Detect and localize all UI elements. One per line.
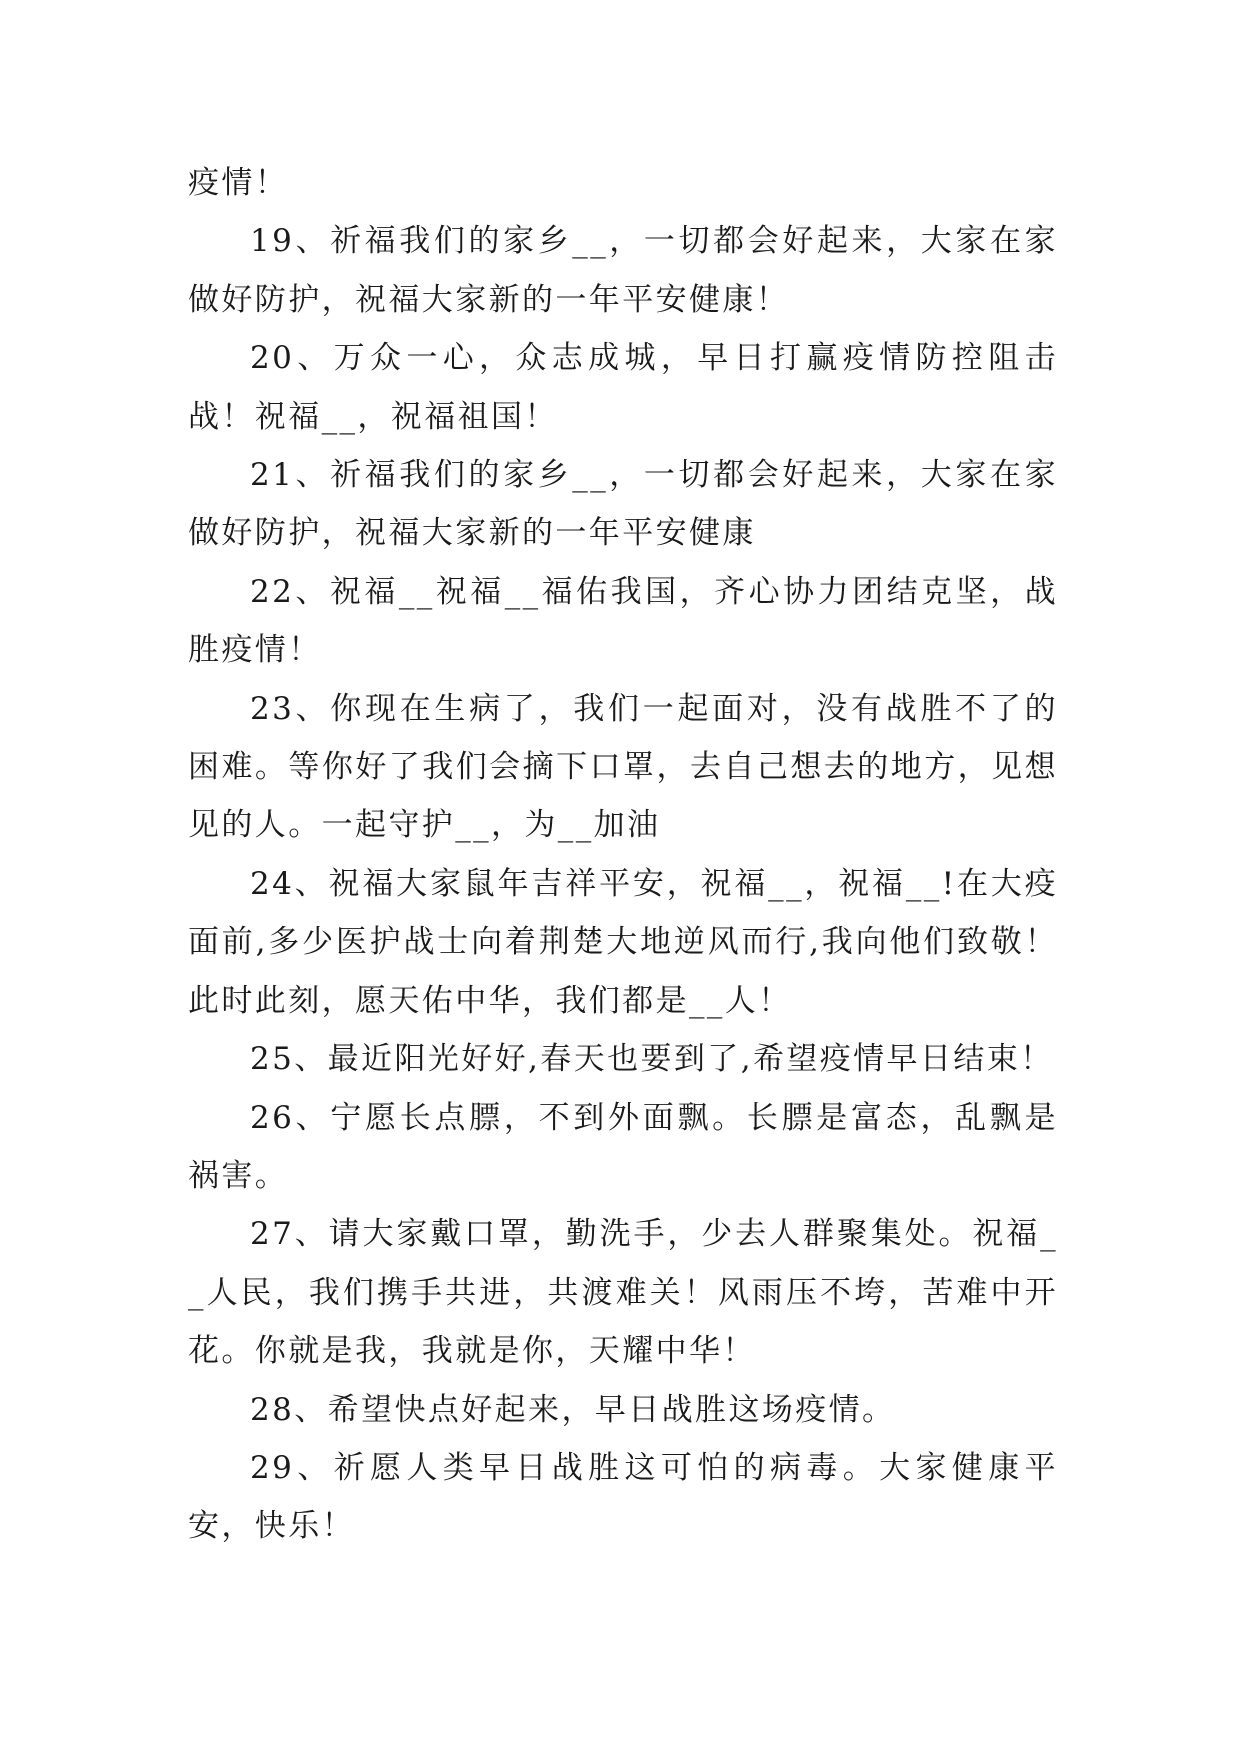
paragraph: 28、希望快点好起来，早日战胜这场疫情。 — [250, 1391, 896, 1428]
paragraph: 25、最近阳光好好,春天也要到了,希望疫情早日结束！ — [250, 1041, 1054, 1078]
paragraph: 19、祈福我们的家乡__，一切都会好起来，大家在家做好防护，祝福大家新的一年平安健康！ — [188, 223, 1058, 318]
paragraph: 23、你现在生病了，我们一起面对，没有战胜不了的困难。等你好了我们会摘下口罩，去自己想去的地方，见想见的人。一起守护__，为__加油 — [188, 690, 1058, 844]
document-body — [188, 154, 1058, 1556]
paragraph: 24、祝福大家鼠年吉祥平安，祝福__，祝福__!在大疫面前,多少医护战士向着荆楚大地逆风而行,我向他们致敬！此时此刻，愿天佑中华，我们都是__人！ — [188, 865, 1058, 1019]
paragraph: 29、祈愿人类早日战胜这可怕的病毒。大家健康平安，快乐！ — [188, 1449, 1058, 1545]
paragraph: 26、宁愿长点膘，不到外面飘。长膘是富态，乱飘是祸害。 — [188, 1099, 1058, 1194]
paragraph: 21、祈福我们的家乡__，一切都会好起来，大家在家做好防护，祝福大家新的一年平安健康 — [188, 457, 1058, 552]
paragraph: 20、万众一心，众志成城，早日打赢疫情防控阻击战！祝福__，祝福祖国！ — [188, 340, 1058, 435]
paragraph: 27、请大家戴口罩，勤洗手，少去人群聚集处。祝福__人民，我们携手共进，共渡难关！风雨压不垮，苦难中开花。你就是我，我就是你，天耀中华！ — [188, 1216, 1058, 1370]
paragraph: 疫情！ — [188, 165, 289, 201]
paragraph: 22、祝福__祝福__福佑我国，齐心协力团结克坚，战胜疫情！ — [188, 573, 1058, 669]
